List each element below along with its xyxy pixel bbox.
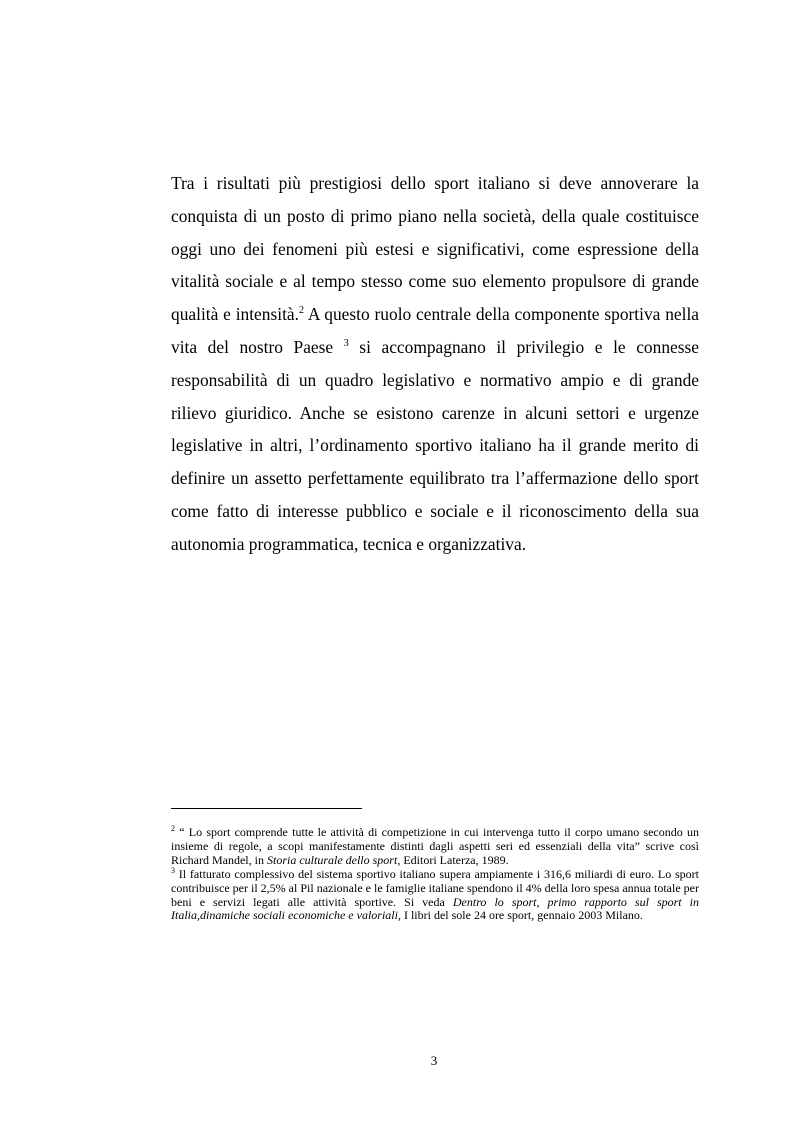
footnote-ref-3[interactable]: 3 [343, 338, 349, 350]
footnote-number: 2 [171, 824, 175, 833]
footnote-number: 3 [171, 865, 175, 875]
footnote-text: Il fatturato complessivo del sistema sportivo italiano supera ampiamente i 316,6 miliardi di euro. Lo sport contribuisce per il 2,5% al Pil nazionale e le famiglie italiane spendono il 4% della loro spesa annua totale per beni e servizi legati alle attività sportive. Si veda [171, 866, 699, 909]
footnote-book-title: Storia culturale dello sport [266, 852, 398, 867]
footnote-text: “ Lo sport comprende tutte le attività di competizione in cui intervenga tutto il corpo umano secondo un insieme di regole, a scopi manifestamente distinti dagli aspetti seri ed essenziali della vita” scrive così Richard Mandel, in [171, 825, 699, 867]
footnote-ref-2[interactable]: 2 [298, 305, 304, 317]
footnote-text: , Editori Laterza, 1989. [397, 852, 509, 867]
page-number: 3 [430, 1053, 438, 1068]
body-text-part-1: Tra i risultati più prestigiosi dello sport italiano si deve annoverare la conquista di un posto di primo piano nella società, della quale costituisce oggi uno dei fenomeni più estesi e significativi, come espressione della vitalità sociale e al tempo stesso come suo elemento propulsore di grande qualità e intensità. [171, 173, 699, 325]
footnote-text: , I libri del sole 24 ore sport, gennaio 2003 Milano. [397, 908, 643, 923]
body-paragraph [171, 167, 699, 561]
footnotes-section [171, 826, 699, 923]
body-text-part-3: si accompagnano il privilegio e le connesse responsabilità di un quadro legislativo e normativo ampio e di grande rilievo giuridico. Anche se esistono carenze in alcuni settori e urgenze legislative in altri, l’ordinamento sportivo italiano ha il grande merito di definire un assetto perfettamente equilibrato tra l’affermazione dello sport come fatto di interesse pubblico e sociale e il riconoscimento della sua autonomia programmatica, tecnica e organizzativa. [171, 336, 699, 554]
footnote-2 [171, 826, 699, 868]
footnote-book-title: Dentro lo sport, primo rapporto sul sport in Italia,dinamiche sociali economiche e valoriali [171, 894, 700, 923]
body-text-part-2: A questo ruolo centrale della componente sportiva nella vita del nostro Paese [171, 304, 700, 357]
footnote-3 [171, 865, 700, 924]
footnote-separator [171, 808, 362, 809]
